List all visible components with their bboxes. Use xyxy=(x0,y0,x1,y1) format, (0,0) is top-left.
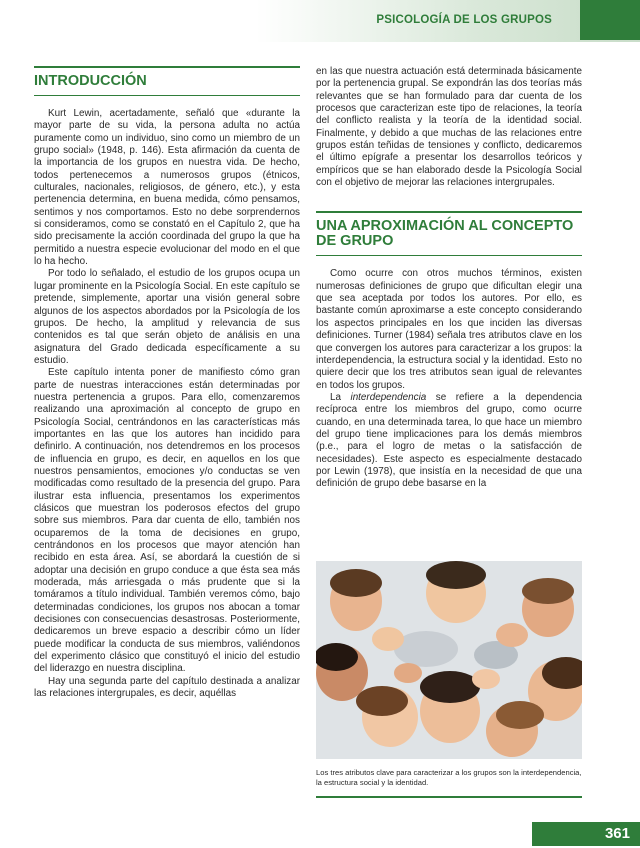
page-number: 361 xyxy=(604,825,630,842)
text-run: se refiere a la dependencia recíproca entre los miembros del grupo, como ocurre cuando, en una determinada tarea, lo que hace un miembro del grupo tiene implicaciones para los demás miembros (p.e., para el logro de metas o la satisfacción de necesidades). Este aspecto es especialmente destacado por Lewin (1978), que insistía en la necesidad de que una definición de grupo debe basarse en la xyxy=(316,391,582,490)
heading-underline xyxy=(316,255,582,256)
paragraph xyxy=(316,392,582,491)
heading-line: DE GRUPO xyxy=(316,233,394,250)
text-run: La xyxy=(330,391,351,403)
section-rule xyxy=(316,211,582,213)
paragraph: Este capítulo intenta poner de manifiesto cómo gran parte de nuestras interacciones están determinadas por nuestra pertenencia a grupos. Para ello, comenzaremos realizando una aproximación al concepto de grupo en Psicología Social, centrándonos en las características más importantes en las que los autores han incidido para definirlo. A continuación, nos detendremos en los procesos de influencia en grupo, es decir, en aquellos en los que nuestros pensamientos, emociones y/o conductas se ven modificadas como resultado de la presencia del grupo. Para ilustrar esta influencia, presentamos los experimentos clásicos que muestran los poderosos efectos del grupo sobre sus miembros. Para dar cuenta de ello, también nos ocuparemos de la toma de decisiones en grupo, centrándonos en los procesos que mayor atención han recibido en esta área. Así, se abordará la cuestión de si adoptar una decisión en grupo conduce a que ésta sea más moderada, más arriesgada o más prudente que si la tomáramos a título individual. También veremos cómo, bajo determinadas condiciones, los grupos nos abocan a tomar decisiones con consecuencias desastrosas. Posteriormente, dedicaremos un breve espacio a describir cómo un líder puede modificar la conducta de sus miembros, valiéndonos del experimento clásico que constituyó el inicio del estudio del liderazgo en nuestra disciplina. xyxy=(34,367,300,675)
figure-caption: Los tres atributos clave para caracterizar a los grupos son la interdependencia, la estructura social y la identidad. xyxy=(316,768,582,787)
right-column xyxy=(316,66,582,491)
header-tab xyxy=(580,0,640,40)
running-title: PSICOLOGÍA DE LOS GRUPOS xyxy=(376,14,552,26)
paragraph: Por todo lo señalado, el estudio de los grupos ocupa un lugar prominente en la Psicología Social. En este capítulo se pretende, simplemente, aportar una visión general sobre algunos de los aspectos abordados por la Psicología de los grupos. De hecho, la amplitud y relevancia de sus contenidos es tal que serán objeto de análisis en una asignatura del Grado dedicada específicamente a su estudio. xyxy=(34,268,300,366)
section-heading-introduccion: INTRODUCCIÓN xyxy=(34,73,147,89)
group-photo xyxy=(316,561,582,759)
paragraph-continuation: en las que nuestra actuación está determinada básicamente por la pertenencia grupal. Se expondrán las dos teorías más relevantes que se han formulado para dar cuenta de los procesos que caracterizan este tipo de relaciones, la teoría del conflicto realista y la teoría de la identidad social. Finalmente, y debido a que muchas de las relaciones entre grupos están teñidas de tensiones y conflicto, dedicaremos el último epígrafe a presentar los desarrollos teóricos y empíricos que se han elaborado desde la Psicología Social con el objetivo de mejorar las relaciones intergrupales. xyxy=(316,66,582,189)
paragraph: Kurt Lewin, acertadamente, señaló que «durante la mayor parte de su vida, la persona adulta no actúa puramente como un individuo, sino como un miembro de un grupo social» (1948, p. 146). Esta afirmación da cuenta de la importancia de los grupos en nuestra vida. De hecho, todos pertenecemos a numerosos grupos (étnicos, culturales, nacionales, religiosos, de género, etc.), y esta pertenencia determina, en buena medida, cómo pensamos, sentimos y nos comportamos. Esto no debe sorprendernos si consideramos, como se constató en el Capítulo 2, que ha sido precisamente la acción coordinada del grupo la que ha permitido a nuestra especie evolucionar del modo en el que lo ha hecho. xyxy=(34,108,300,268)
section-heading-concepto xyxy=(316,219,582,249)
paragraph: Como ocurre con otros muchos términos, existen numerosas definiciones de grupo que dificultan elegir una que sea aceptada por todos los autores. Por ello, es bastante común aproximarse a este concepto considerando los aspectos principales en los que inciden las diversas definiciones. Turner (1984) señala tres atributos clave en los que convergen los autores para caracterizar a los grupos: la interdependencia, la estructura social y la identidad. Esto no quiere decir que los tres atributos sean igual de relevantes en todos los grupos. xyxy=(316,268,582,391)
caption-rule xyxy=(316,796,582,798)
heading-underline xyxy=(34,95,300,96)
section-rule xyxy=(34,66,300,68)
heading-line: UNA APROXIMACIÓN AL CONCEPTO xyxy=(316,218,574,235)
italic-term: interdependencia xyxy=(350,391,427,403)
left-column xyxy=(34,66,300,701)
group-photo-illustration xyxy=(316,561,582,759)
paragraph: Hay una segunda parte del capítulo destinada a analizar las relaciones intergrupales, es decir, aquéllas xyxy=(34,675,300,700)
